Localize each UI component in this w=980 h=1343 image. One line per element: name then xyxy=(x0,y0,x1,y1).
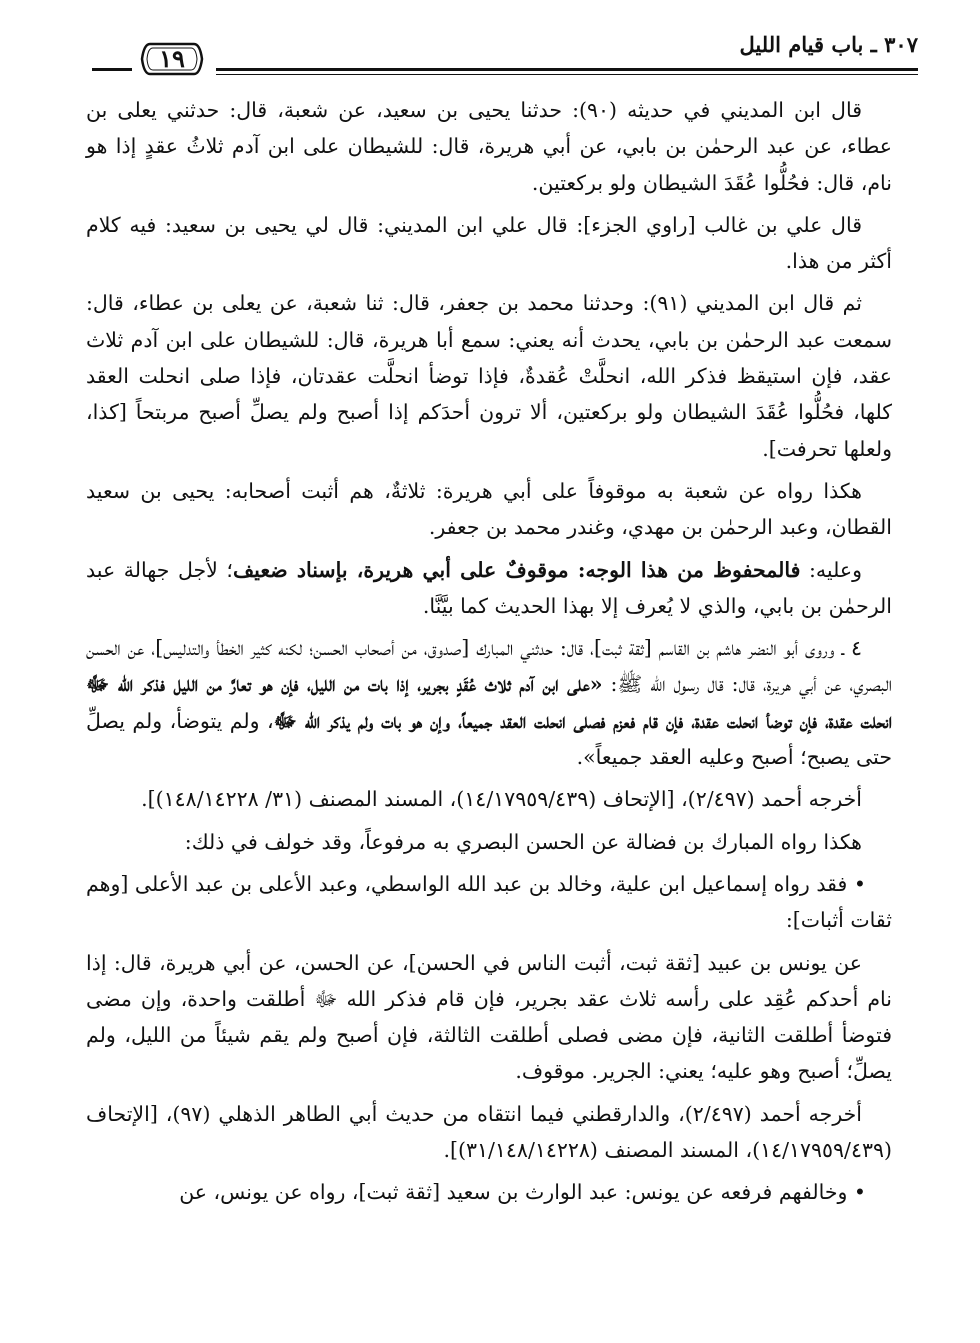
paragraph xyxy=(86,824,892,860)
text-segment: ٤ ـ وروى أبو النضر هاشم بن القاسم [ثقة ثبت]، قال: حدثني المبارك [صدوق، من أصحاب الحسن؛ لكنه كثير الخطأ والتدليس]، عن الحسن البصري، عن أبي هريرة، قال: قال رسول الله ﷺ: xyxy=(86,636,892,697)
bold-text-segment: «على ابن آدم ثلاث عُقَدٍ بجرير، إذا بات من الليل، فإن هو تعارَّ من الليل فذكر الله ﷻ انحلت عقدة، فإن توضأ انحلت عقدة، فإن قام فعزم فصلى انحلت العقد جميعاً، وإن هو بات ولم يذكر الله ﷻ xyxy=(86,672,892,733)
paragraph xyxy=(86,1096,892,1169)
text-segment: ؛ لأجل جهالة عبد الرحمٰن بن بابي، والذي لا يُعرف إلا بهذا الحديث كما بيَّنَّا. xyxy=(86,557,892,618)
paragraph xyxy=(86,866,892,939)
page-number-frame xyxy=(140,40,204,78)
running-title: ٣٠٧ ـ باب قيام الليل xyxy=(739,32,918,57)
page-header xyxy=(92,30,918,82)
text-segment: أخرجه أحمد (٢/٤٩٧)، [الإتحاف (١٤/١٧٩٥٩/٤٣٩)، المسند المصنف (٣١/ ١٤٨/١٤٢٢٨)]. xyxy=(141,787,862,812)
paragraph xyxy=(86,945,892,1090)
text-segment: هكذا رواه عن شعبة به موقوفاً على أبي هريرة: ثلاثةٌ، هم أثبت أصحابه: يحيى بن سعيد القطان، وعبد الرحمٰن بن مهدي، وغندر محمد بن جعفر. xyxy=(86,478,892,540)
paragraph xyxy=(86,1174,892,1210)
text-segment: ثم قال ابن المديني (٩١): وحدثنا محمد بن جعفر، قال: ثنا شعبة، عن يعلى بن عطاء، قال: سمعت عبد الرحمٰن بن بابي، يحدث أنه يعني: سمع أبا هريرة، قال: للشيطان على ابن آدم ثلاث عقد، فإن استيقظ فذكر الله، انحلَّتْ عُقدةٌ، فإذا توضأ انحلَّت عقدتان، فإذا صلى انحلت العقد كلها، فحُلُّوا عُقَدَ الشيطان ولو بركعتين، ألا ترون أحدَكم إذا أصبح ولم يصلِّ أصبح مربتحاً [كذا، ولعلها تحرفت]. xyxy=(86,291,892,461)
text-segment: قال علي بن غالب [راوي الجزء]: قال علي ابن المديني: قال لي يحيى بن سعيد: فيه كلام أكثر من هذا. xyxy=(86,212,892,274)
header-rule-left xyxy=(92,68,132,71)
bold-text-segment: فالمحفوظ من هذا الوجه: موقوفٌ على أبي هريرة، بإسناد ضعيف xyxy=(232,557,801,582)
paragraph xyxy=(86,552,892,625)
paragraph xyxy=(86,207,892,280)
text-segment: أخرجه أحمد (٢/٤٩٧)، والدارقطني فيما انتقاه من حديث أبي الطاهر الذهلي (٩٧)، [الإتحاف (١٤/١٧٩٥٩/٤٣٩)، المسند المصنف (٣١/١٤٨/١٤٢٢٨)]. xyxy=(86,1101,892,1163)
text-segment: عن يونس بن عبيد [ثقة ثبت، أثبت الناس في الحسن]، عن الحسن، عن أبي هريرة، قال: إذا نام أحدكم عُقِد على رأسه ثلاث عقد بجرير، فإن قام فذكر الله ﷻ أطلقت واحدة، وإن مضى فتوضأ أطلقت الثانية، فإن مضى فصلى أطلقت الثالثة، فإن أصبح ولم يقم شيئاً من الليل، ولم يصلِّ؛ أصبح وهو عليه؛ يعني: الجرير. موقوف. xyxy=(86,950,892,1084)
header-rule-thin xyxy=(216,74,918,75)
header-rule-thick xyxy=(216,68,918,71)
page-number: ١٩ xyxy=(159,44,185,73)
text-segment: وعليه: xyxy=(800,557,862,582)
paragraph xyxy=(86,92,892,201)
paragraph xyxy=(86,285,892,466)
paragraph xyxy=(86,630,892,775)
text-segment: هكذا رواه المبارك بن فضالة عن الحسن البصري به مرفوعاً، وقد خولف في ذلك: xyxy=(184,829,862,854)
text-segment: • فقد رواه إسماعيل ابن علية، وخالد بن عبد الله الواسطي، وعبد الأعلى بن عبد الأعلى [وهم ثقات أثبات]: xyxy=(86,871,892,933)
paragraph xyxy=(86,781,892,817)
text-segment: • وخالفهم فرفعه عن يونس: عبد الوارث بن سعيد [ثقة ثبت]، رواه عن يونس، عن xyxy=(179,1180,866,1205)
paragraph xyxy=(86,473,892,546)
page-body xyxy=(86,92,892,1217)
text-segment: قال ابن المديني في حديثه (٩٠): حدثنا يحيى بن سعيد، عن شعبة، قال: حدثني يعلى بن عطاء، عن عبد الرحمٰن بن بابي، عن أبي هريرة، قال: للشيطان على ابن آدم ثلاثُ عقدٍ إذا هو نام، قال: فحُلُّوا عُقَدَ الشيطان ولو بركعتين. xyxy=(86,98,892,195)
text-segment: ، ولم يتوضأ، ولم يصلِّ حتى يصبح؛ أصبح وعليه العقد جميعاً». xyxy=(86,708,892,770)
